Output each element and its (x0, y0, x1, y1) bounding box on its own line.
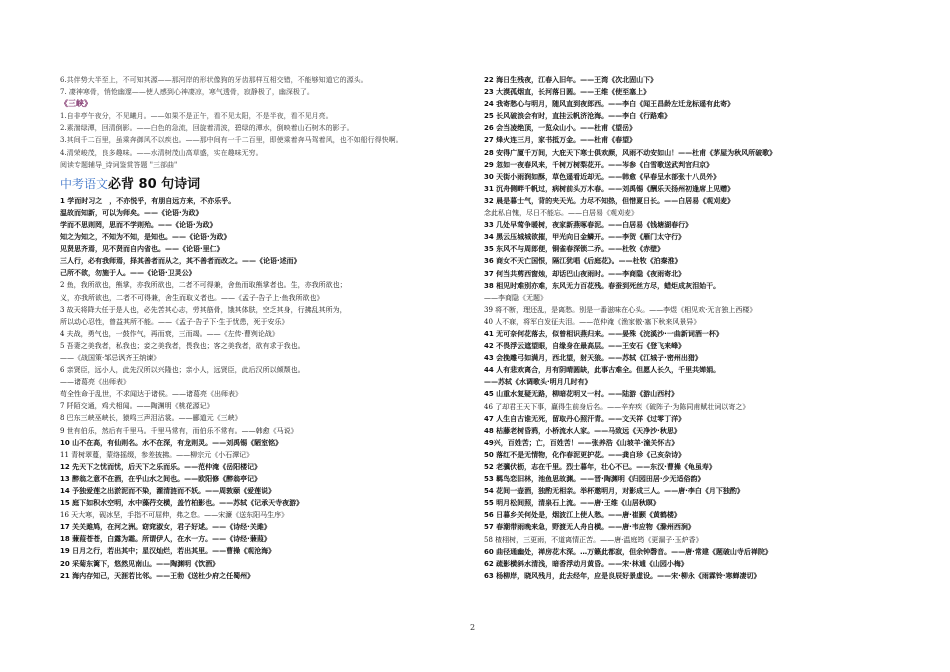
text-line: 18 蒹葭苍苍，白露为霜。所谓伊人，在水一方。——《诗经·蒹葭》 (60, 535, 271, 544)
right-poem-lines (484, 74, 904, 582)
text-line: 24 我寄愁心与明月，随风直到夜郎西。——李白《闻王昌龄左迁龙标遥有此寄》 (484, 100, 735, 109)
text-line: 12 先天下之忧而忧，后天下之乐而乐。——范仲淹《岳阳楼记》 (60, 462, 262, 471)
text-line: 17 关关雎鸠，在河之洲。窈窕淑女，君子好逑。——《诗经·关雎》 (60, 523, 271, 532)
text-line: 41 无可奈何花落去，似曾相识燕归来。——晏殊《浣溪沙·一曲新词酒一杯》 (484, 329, 723, 338)
text-line: 温故而知新，可以为师矣。——《论语·为政》 (60, 208, 203, 217)
left-column (60, 74, 465, 582)
text-line: 义，亦我所欲也，二者不可得兼，舍生而取义者也。——《孟子·告子上·鱼我所欲也》 (60, 293, 324, 302)
text-line: 40 人不寐，将军白发征夫泪。——范仲淹《渔家傲·塞下秋来风景异》 (484, 317, 701, 326)
text-line: 22 海日生残夜，江春入旧年。——王湾《次北固山下》 (484, 76, 658, 84)
text-line: 8 巴东三峡巫峡长，猿鸣三声泪沾裳。——郦道元《三峡》 (60, 414, 242, 423)
text-line: 20 采菊东篱下，悠然见南山。——陶渊明《饮酒》 (60, 559, 220, 568)
text-line: 1.自非亭午夜分，不见曦月。——如果不是正午，看不见太阳，不是半夜，看不见月亮。 (60, 112, 333, 121)
text-line: 36 商女不天亡国恨，隔江犹唱《后庭花》。——杜牧《泊秦淮》 (484, 257, 682, 266)
text-line: 39 将不断，理还乱，是离愁。别是一番滋味在心头。——李煜《相见欢·无言独上西楼》 (484, 305, 757, 314)
text-line: 44 人有悲欢离合，月有阴晴圆缺，此事古难全。但愿人长久，千里共婵娟。 (484, 366, 721, 375)
text-line: 阅读专题辅导_诗词鉴赏答题 "三部曲" (60, 160, 178, 169)
text-line: 2.素湍绿潭，回清倒影。——白色的急流，回旋着清波，碧绿的潭水，倒映着山石树木的影子。 (60, 124, 354, 133)
text-line: 63 杨柳岸，晓风残月，此去经年，应是良辰好景虚设。——宋·柳永《雨霖铃·寒蝉凄切》 (484, 571, 761, 580)
text-line: 三人行，必有我师焉，择其善者而从之，其不善者而改之。——《论语·述而》 (60, 257, 301, 266)
text-line: 3 故天将降大任于是人也，必先苦其心志，劳其筋骨，饿其体肤，空乏其身，行拂乱其所为， (60, 305, 347, 314)
text-line: 50 落红不是无情物，化作春泥更护花。——龚自珍《己亥杂诗》 (484, 450, 686, 459)
section-heading (60, 172, 465, 194)
text-line: 56 日暮乡关何处是，烟波江上使人愁。——唐·崔颢《黄鹤楼》 (484, 511, 681, 520)
text-line: 13 醉翁之意不在酒，在乎山水之间也。——欧阳修《醉翁亭记》 (60, 474, 262, 483)
text-line: 55 明月松间照，清泉石上流。——唐·王维《山居秋暝》 (484, 499, 660, 508)
text-line: 30 天街小雨润如酥，草色遥看近却无。——韩愈《早春呈水部张十八员外》 (484, 172, 721, 181)
text-line: 所以动心忍性，曾益其所不能。——《孟子·告子下·生于忧患，死于安乐》 (60, 317, 289, 326)
text-line: 42 不畏浮云遮望眼，自缘身在最高层。——王安石《登飞来峰》 (484, 342, 686, 351)
text-line: 45 山重水复疑无路，柳暗花明又一村。——陆游《游山西村》 (484, 390, 679, 399)
text-line: 知之为知之，不知为不知，是知也。——《论语·为政》 (60, 233, 231, 242)
text-line: 43 会挽雕弓如满月，西北望，射天狼。——苏轼《江城子·密州出猎》 (484, 354, 702, 363)
text-line: 学而不思则罔，思而不学则殆。——《论语·为政》 (60, 220, 217, 229)
text-line: 57 春潮带雨晚来急，野渡无人舟自横。——唐·韦应物《滁州西涧》 (484, 523, 695, 532)
text-line: 《三峡》 (60, 99, 92, 109)
text-line: 52 老骥伏枥，志在千里。烈士暮年，壮心不已。——东汉·曹操《龟虽寿》 (484, 463, 716, 471)
text-line: 3.其间千二百里，虽乘奔御风不以疾也。——那中间有一千二百里，即使乘着奔马驾着风，也不如船行得快啊。 (60, 136, 403, 145)
text-line: ——苏轼《水调歌头·明月几时有》 (484, 378, 592, 387)
text-line: 46 了却君王天下事，赢得生前身后名。——辛弃疾《破阵子·为陈同甫赋壮词以寄之》 (484, 402, 750, 411)
text-line: 7. 凄神寒骨，悄怆幽邃——使人感到心神凄凉，寒气透骨，寂静极了，幽深极了。 (60, 88, 314, 97)
text-line: 34 黑云压城城欲摧，甲光向日金鳞开。——李贺《雁门太守行》 (484, 233, 686, 242)
text-line: 念此私自愧，尽日不能忘。——白居易《观刈麦》 (484, 209, 638, 218)
text-line: 11 青树翠蔓，蒙络摇缀，参差披拂。——柳宗元《小石潭记》 (60, 450, 254, 459)
text-line: 53 羁鸟恋旧林，池鱼思故渊。——晋·陶渊明《归园田居·少无适俗韵》 (484, 475, 705, 484)
right-column (484, 74, 904, 582)
text-line: 2 鱼，我所欲也，熊掌，亦我所欲也，二者不可得兼，舍鱼而取熊掌者也。生，亦我所欲也； (60, 281, 347, 290)
left-poem-lines (60, 195, 465, 582)
text-line: 4 夫战，勇气也，一鼓作气，再而衰，三而竭。——《左传·曹刿论战》 (60, 329, 279, 338)
text-line: ——李商隐《无题》 (484, 293, 547, 302)
text-line: 6 亲贤臣，远小人，此先汉所以兴隆也；亲小人，远贤臣，此后汉所以倾颓也。 (60, 366, 305, 375)
text-line: 47 人生自古谁无死，留取丹心照汗青。——文天祥《过零丁洋》 (484, 414, 686, 423)
text-line: 6.共伴势大半至上，不可知其源——那河岸的形状像狗的牙齿那样互相交错，不能够知道它的源头。 (60, 76, 368, 84)
page-number: 2 (470, 623, 476, 632)
text-line: 7 阡陌交通，鸡犬相闻。——陶渊明《桃花源记》 (60, 402, 214, 411)
text-line: 31 沉舟侧畔千帆过，病树前头万木春。——刘禹锡《酬乐天扬州初逢席上见赠》 (484, 184, 735, 193)
text-line: 10 山不在高，有仙则名。水不在深，有龙则灵。——刘禹锡《陋室铭》 (60, 438, 283, 447)
text-line: 27 烽火连三月，家书抵万金。——杜甫《春望》 (484, 136, 637, 145)
text-line: 62 疏影横斜水清浅，暗香浮动月黄昏。——宋·林逋《山园小梅》 (484, 559, 688, 568)
text-line: 23 大漠孤烟直，长河落日圆。——王维《使至塞上》 (484, 88, 651, 97)
text-line: 16 天大寒，砚冰坚，手指不可屈伸，弗之怠。——宋濂《送东阳马生序》 (60, 511, 289, 520)
text-line: 32 晨是暮士气，背的夹天光。力尽不知热，但惜夏日长。——白居易《观刈麦》 (484, 196, 735, 205)
heading-title: 必背 80 句诗词 (108, 176, 201, 192)
text-line: 14 予独爱莲之出淤泥而不染，濯清涟而不妖。——周敦颐《爱莲说》 (60, 487, 276, 495)
text-line: 1 学而时习之 ，不亦悦乎，有朋自远方来，不亦乐乎。 (60, 196, 236, 205)
text-line: ——《战国策·邹忌讽齐王纳谏》 (60, 353, 161, 362)
text-line: ——诸葛亮《出师表》 (60, 378, 130, 387)
text-line: 38 相见时难别亦难，东风无力百花残。春蚕到死丝方尽，蜡炬成灰泪始干。 (484, 281, 721, 290)
text-line: 21 海内存知己，天涯若比邻。——王勃《送杜少府之任蜀州》 (60, 571, 255, 580)
text-line: 29 忽如一夜春风来，千树万树梨花开。——岑参《白雪歌送武判官归京》 (484, 160, 714, 169)
heading-subject: 中考语文 (60, 176, 109, 191)
text-line: 37 何当共剪西窗烛，却话巴山夜雨时。——李商隐《夜雨寄北》 (484, 269, 686, 278)
text-line: 25 长风破浪会有时，直挂云帆济沧海。——李白《行路难》 (484, 112, 672, 121)
text-line: 己所不欲，勿施于人。——《论语·卫灵公》 (60, 269, 196, 278)
text-line: 4.清荣峻茂，良多趣味。——水清树茂山高草盛，实在趣味无穷。 (60, 148, 263, 157)
text-line: 54 花间一壶酒，独酌无相亲。举杯邀明月，对影成三人。——唐·李白《月下独酌》 (484, 487, 744, 496)
text-line: 35 东风不与周郎便，铜雀春深锁二乔。——杜牧《赤壁》 (484, 245, 665, 254)
text-line: 见贤思齐焉，见不贤而自内省也。——《论语·里仁》 (60, 245, 224, 254)
text-line: 33 几处早莺争暖树，夜家新燕啄春泥。——白居易《钱塘湖春行》 (484, 221, 693, 230)
text-line: 19 日月之行，若出其中；星汉灿烂，若出其里。——曹操《观沧海》 (60, 547, 276, 556)
text-line: 58 楂栩树，三更雨，不道离情正苦。——唐·温庭筠《更漏子·玉炉香》 (484, 535, 703, 544)
left-preface-lines (60, 74, 465, 171)
text-line: 26 会当凌绝顶，一览众山小。——杜甫《望岳》 (484, 124, 637, 133)
text-line: 苟全性命于乱世，不求闻达于诸侯。——诸葛亮《出师表》 (60, 390, 242, 399)
text-line: 9 世有伯乐，然后有千里马。千里马常有，而伯乐不常有。——韩愈《马说》 (60, 426, 298, 435)
text-line: 60 曲径通幽处，禅房花木深。…万籁此都寂，但余钟磬音。——唐·常建《题破山寺后禅院》 (484, 547, 772, 556)
text-line: 15 庭下如积水空明，水中藻荇交横，盖竹柏影也。——苏轼《记承天寺夜游》 (60, 499, 304, 508)
text-line: 48 枯藤老树昏鸦，小桥流水人家。——马致远《天净沙·秋思》 (484, 426, 681, 435)
text-line: 49兴，百姓苦；亡，百姓苦！——张养浩《山坡羊·潼关怀古》 (484, 438, 679, 447)
text-line: 28 安得广厦千万间，大庇天下寒士俱欢颜，风雨不动安如山！——杜甫《茅屋为秋风所破歌》 (484, 148, 777, 157)
text-line: 5 吾妻之美我者，私我也；妾之美我者，畏我也；客之美我者，欲有求于我也。 (60, 341, 305, 350)
